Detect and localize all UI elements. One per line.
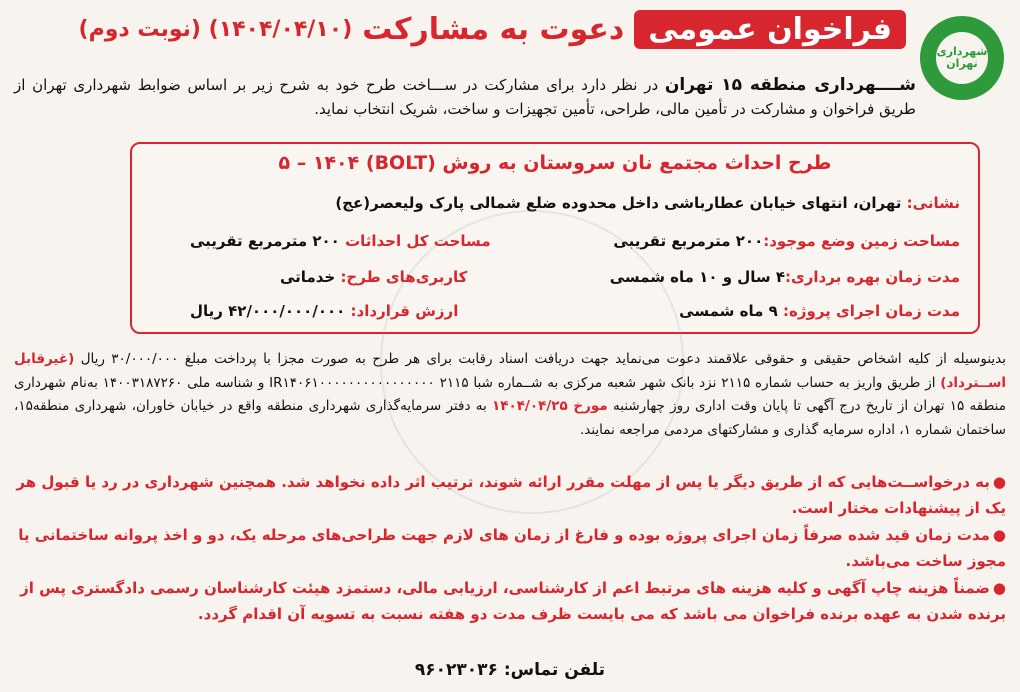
contract-value: ۴۲/۰۰۰/۰۰۰/۰۰۰ ریال bbox=[190, 302, 351, 320]
operation-label: مدت زمان بهره برداری: bbox=[785, 268, 960, 286]
title-rest: دعوت به مشارکت bbox=[362, 12, 625, 47]
title bbox=[79, 10, 906, 49]
usage-value: خدماتی bbox=[280, 268, 341, 286]
address-label: نشانی: bbox=[906, 194, 960, 212]
land-area-value: ۲۰۰ مترمربع تقریبی bbox=[613, 232, 764, 250]
address-value: تهران، انتهای خیابان عطارباشی داخل محدوده ضلع شمالی پارک ولیعصر(عج) bbox=[335, 194, 907, 212]
execution-label: مدت زمان اجرای پروژه: bbox=[783, 302, 960, 320]
note-item: ●به درخواســت‌هایی که از طریق دیگر یا پس از مهلت مقرر ارائه شوند، ترتیب اثر داده نخواهد شد. همچنین شهرداری در رد یا قبول هر یک از پیشنهادات مختار است. bbox=[16, 473, 1006, 517]
execution-value: ۹ ماه شمسی bbox=[679, 302, 783, 320]
total-area-label: مساحت کل احداثات bbox=[345, 232, 491, 250]
body-p2: از طریق واریز به حساب شماره ۲۱۱۵ نزد بانک شهر شعبه مرکزی به شــماره شبا ۲۱۱۵ IR۱۴۰۶۱۰۰۰۰۰۰۰۰۰۰۰۰۰۰۰۰ و شناسه ملی ۱۴۰۰۳۱۸۷۲۶۰ به‌نام شهرداری منطقه ۱۵ تهران از تاریخ درج آگهی تا پایان وقت اداری روز چهارشنبه bbox=[14, 374, 1006, 415]
header bbox=[10, 8, 1010, 70]
deadline: مورخ ۱۴۰۴/۰۴/۲۵ bbox=[491, 398, 608, 415]
contract-label: ارزش قرارداد: bbox=[350, 302, 459, 320]
body-p1: بدینوسیله از کلیه اشخاص حقیقی و حقوقی علاقمند دعوت می‌نماید جهت دریافت اسناد رقابت برای هر طرح به صورت مجزا با پرداخت مبلغ ۳۰/۰۰۰/۰۰۰ ریال bbox=[80, 351, 1006, 367]
intro-org: شــــهرداری منطقه ۱۵ تهران bbox=[664, 75, 917, 95]
note-item: ●ضمناً هزینه چاپ آگهی و کلیه هزینه های مرتبط اعم از کارشناسی، ارزیابی مالی، دستمزد هیئت کارشناسان رسمی دادگستری پس از برنده شدن به عهده برنده فراخوان می باشد که می بایست ظرف مدت دو هفته نسبت به تسویه آن اقدام گردد. bbox=[20, 579, 1006, 623]
intro-text: در نظر دارد برای مشارکت در ســـاخت طرح خود به شرح زیر بر اساس ضوابط شهرداری تهران از طریق فراخوان و مشارکت در تأمین مالی، طراحی، تأمین تجهیزات و ساخت، شریک انتخاب نماید. bbox=[14, 76, 916, 119]
title-date: (۱۴۰۴/۰۴/۱۰) (نوبت دوم) bbox=[78, 17, 353, 42]
municipality-logo bbox=[920, 16, 1004, 100]
usage-label: کاربری‌های طرح: bbox=[340, 268, 468, 286]
title-badge: فراخوان عمومی bbox=[634, 10, 906, 49]
intro-paragraph bbox=[14, 72, 916, 122]
non-refundable: (غیرقابل اســترداد) bbox=[14, 351, 1006, 391]
contact-phone: تلفن تماس: ۹۶۰۲۳۰۳۶ bbox=[414, 660, 606, 680]
notes-list bbox=[14, 470, 1006, 629]
total-area-value: ۲۰۰ مترمربع تقریبی bbox=[190, 232, 346, 250]
project-title: طرح احداث مجتمع نان سروستان به روش (BOLT) ۵ – ۱۴۰۴ bbox=[278, 152, 832, 174]
operation-value: ۴ سال و ۱۰ ماه شمسی bbox=[609, 268, 786, 286]
body-p3: به دفتر سرمایه‌گذاری شهرداری منطقه واقع در خیابان خاوران، شهرداری منطقه۱۵، ساختمان شماره ۱، اداره سرمایه گذاری و مشارکتهای مردمی مراجعه نمایند. bbox=[14, 398, 1006, 438]
land-area-label: مساحت زمین وضع موجود: bbox=[763, 232, 960, 250]
note-item: ●مدت زمان قید شده صرفاً زمان اجرای پروژه بوده و فارغ از زمان های لازم جهت طراحی‌های مرحله یک، دو و اخذ پروانه ساختمانی یا مجوز ساخت می‌باشد. bbox=[18, 526, 1006, 570]
logo-text: شهرداری تهران bbox=[936, 32, 988, 84]
body-paragraph bbox=[14, 348, 1006, 443]
